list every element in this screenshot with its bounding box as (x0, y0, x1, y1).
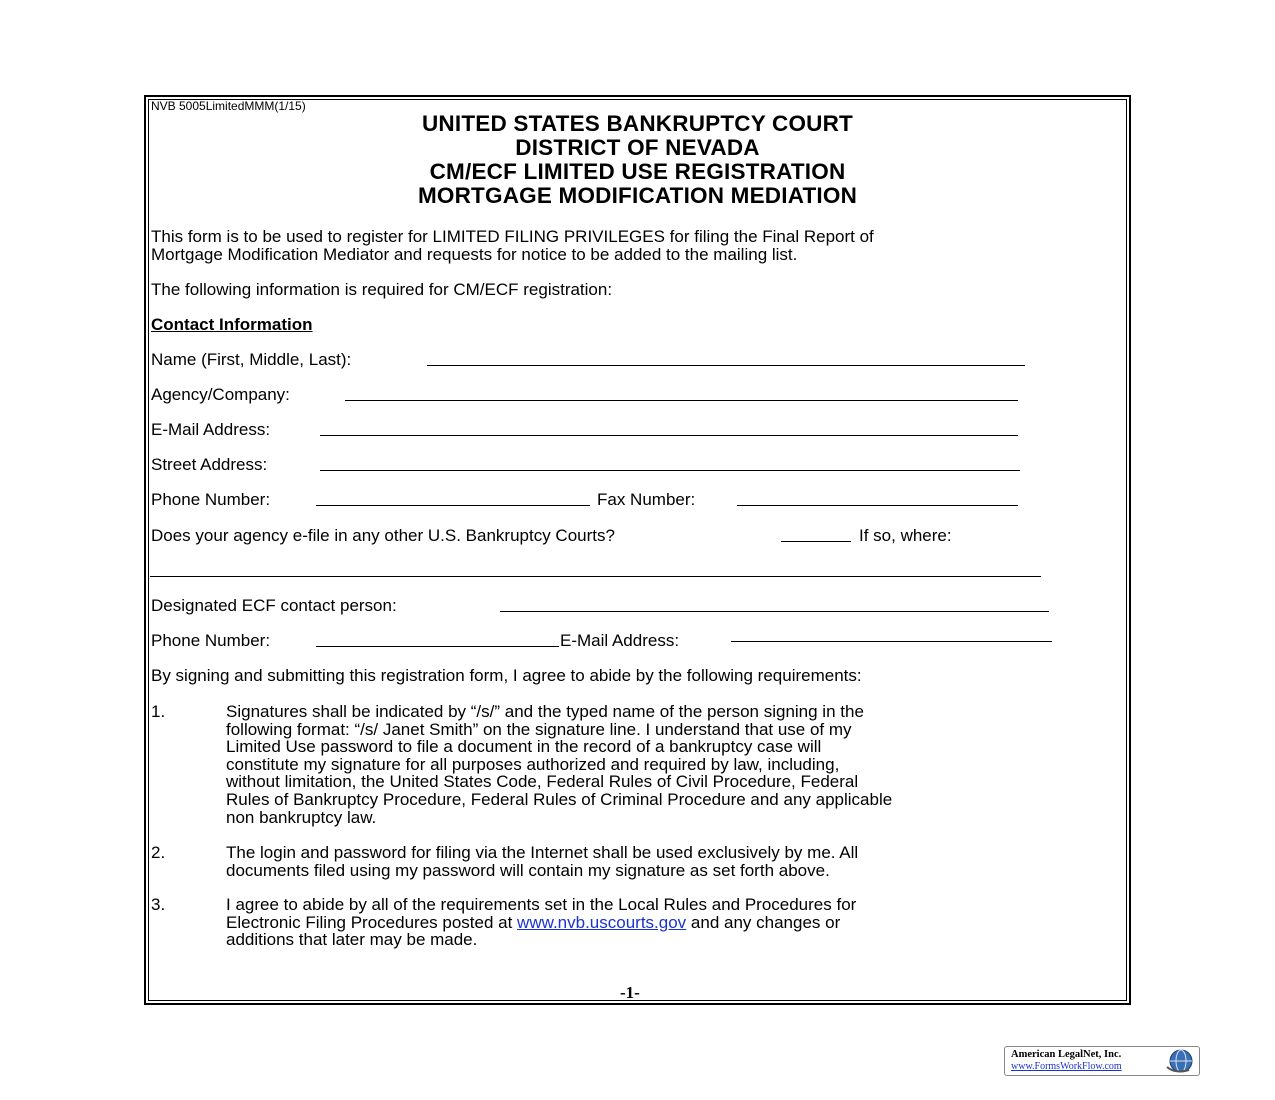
requirement-1-line: following format: “/s/ Janet Smith” on the signature line. I understand that use of my (226, 719, 852, 739)
requirement-1-line: Signatures shall be indicated by “/s/” and the typed name of the person signing in the (226, 702, 864, 721)
fax-label: Fax Number: (597, 490, 696, 509)
page-number: -1- (620, 983, 640, 1002)
requirement-2 (226, 844, 1126, 879)
requirement-3 (226, 896, 1126, 949)
publisher-url[interactable]: www.FormsWorkFlow.com (1011, 1061, 1122, 1072)
publisher-name: American LegalNet, Inc. (1011, 1049, 1122, 1060)
requirement-1 (226, 703, 1126, 826)
email-field[interactable] (320, 435, 1018, 436)
requirement-2-line: The login and password for filing via the Internet shall be used exclusively by me. All (226, 843, 859, 862)
requirement-1-line: without limitation, the United States Code, Federal Rules of Civil Procedure, Federal (226, 772, 859, 792)
street-label: Street Address: (151, 455, 268, 474)
requirement-2-number: 2. (151, 843, 166, 862)
agency-field[interactable] (345, 400, 1018, 401)
title-court: UNITED STATES BANKRUPTCY COURT (421, 111, 853, 136)
email-label: E-Mail Address: (151, 420, 271, 439)
requirement-3-line (226, 914, 1126, 932)
phone-field[interactable] (316, 505, 590, 506)
contact-email-field[interactable] (731, 641, 1052, 642)
form-title (148, 112, 1127, 208)
nvb-courts-link[interactable]: www.nvb.uscourts.gov (517, 912, 687, 932)
efile-where-label: If so, where: (859, 526, 952, 545)
efile-answer-field[interactable] (781, 541, 851, 542)
requirement-3-number: 3. (151, 895, 166, 914)
required-info-text: The following information is required for CM/ECF registration: (151, 280, 613, 299)
name-label: Name (First, Middle, Last): (151, 350, 352, 369)
globe-logo-icon (1163, 1047, 1197, 1075)
agency-label: Agency/Company: (151, 385, 290, 404)
publisher-badge[interactable] (1004, 1046, 1200, 1076)
requirement-1-line: Rules of Bankruptcy Procedure, Federal Rules of Criminal Procedure and any applicable (226, 789, 893, 809)
phone-label: Phone Number: (151, 490, 271, 509)
intro-line-2: Mortgage Modification Mediator and requests for notice to be added to the mailing list. (151, 245, 798, 264)
intro-line-1: This form is to be used to register for LIMITED FILING PRIVILEGES for filing the Final Report of (151, 227, 874, 246)
efile-where-field[interactable] (150, 576, 1041, 577)
title-registration: CM/ECF LIMITED USE REGISTRATION (429, 159, 846, 184)
requirement-1-line: constitute my signature for all purposes authorized and required by law, including, (226, 754, 840, 774)
designated-contact-field[interactable] (500, 611, 1049, 612)
fax-field[interactable] (737, 505, 1018, 506)
contact-phone-label: Phone Number: (151, 631, 271, 650)
contact-email-label: E-Mail Address: (560, 631, 680, 650)
requirement-3-line: I agree to abide by all of the requirements set in the Local Rules and Procedures for (226, 895, 857, 914)
street-field[interactable] (320, 470, 1020, 471)
requirement-1-line: Limited Use password to file a document in the record of a bankruptcy case will (226, 737, 822, 757)
name-field[interactable] (427, 365, 1025, 366)
contact-phone-field[interactable] (316, 646, 559, 647)
requirement-2-line: documents filed using my password will contain my signature as set forth above. (226, 860, 830, 880)
requirement-3-text: and any changes or (686, 912, 841, 932)
requirement-1-number: 1. (151, 702, 166, 721)
title-district: DISTRICT OF NEVADA (515, 135, 760, 160)
title-mediation: MORTGAGE MODIFICATION MEDIATION (417, 183, 858, 208)
agreement-intro: By signing and submitting this registration form, I agree to abide by the following requirements: (151, 666, 862, 685)
requirement-3-line: additions that later may be made. (226, 930, 478, 950)
efile-question: Does your agency e-file in any other U.S. Bankruptcy Courts? (151, 526, 615, 545)
requirement-1-line: non bankruptcy law. (226, 807, 377, 827)
designated-contact-label: Designated ECF contact person: (151, 596, 397, 615)
form-code: NVB 5005LimitedMMM(1/15) (151, 99, 306, 113)
contact-information-heading: Contact Information (151, 315, 313, 334)
requirement-3-text: Electronic Filing Procedures posted at (226, 912, 518, 932)
